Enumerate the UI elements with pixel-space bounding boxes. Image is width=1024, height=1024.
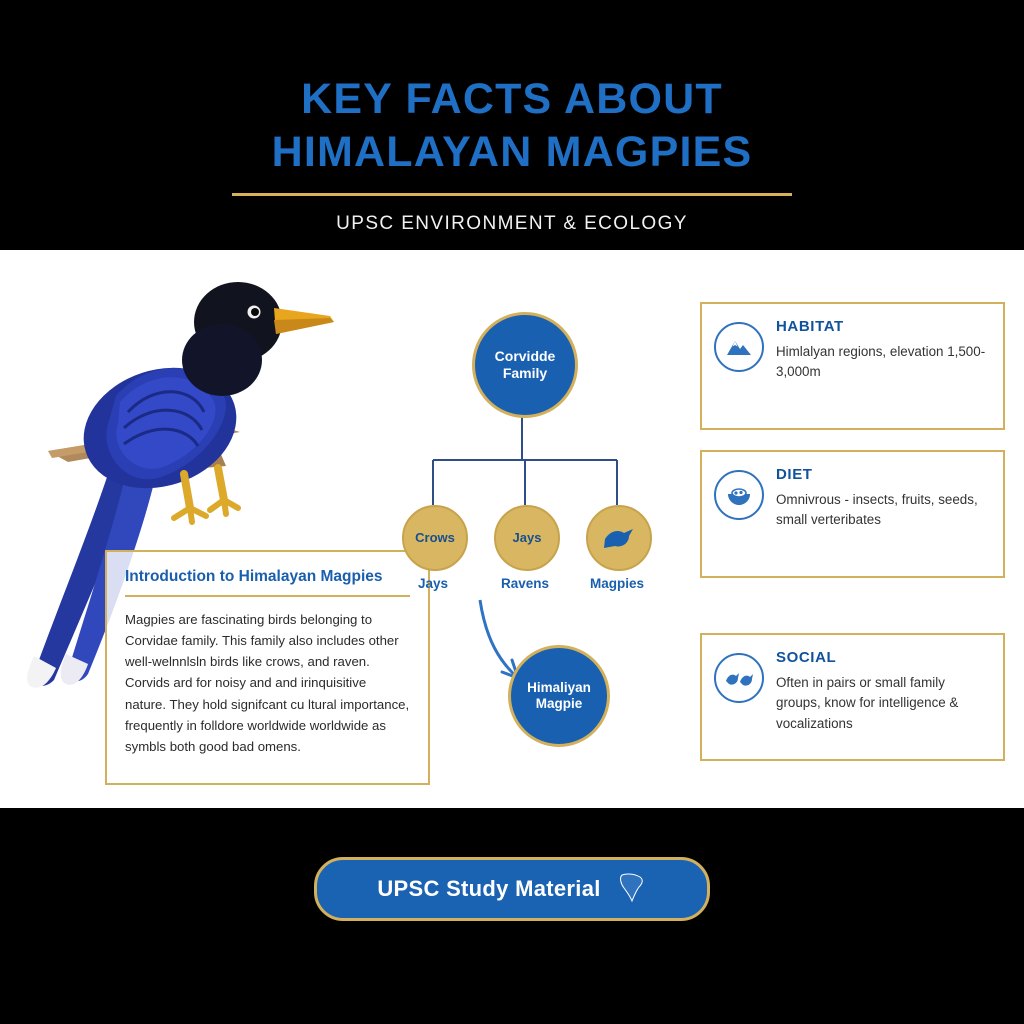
footer [0, 808, 1024, 1024]
taxonomy-tree [390, 300, 675, 720]
two-birds-icon [714, 653, 764, 703]
introduction-divider [125, 595, 410, 597]
fact-card-diet-text [776, 466, 989, 562]
fact-card-habitat-title: HABITAT [776, 318, 844, 335]
tree-label-magpies: Magpies [589, 576, 644, 591]
introduction-body: Magpies are fascinating birds belonging to Corvidae family. This family also includes other well-welnnlsln birds like crows, and raven. Corvids ard for noisy and and irinquisitive nature. They hold signifcant cu ltural importance, frequently in folldore worldwide worldwide as symbls both good bad omens. [125, 612, 410, 754]
fact-card-diet-body: Omnivrous - insects, fruits, seeds, small verteribates [776, 492, 978, 528]
tree-label-jays: Jays [417, 576, 449, 591]
header [0, 0, 1024, 250]
fact-card-social [700, 633, 1005, 761]
tree-node-himalayan-magpie[interactable]: Himaliyan Magpie [508, 645, 610, 747]
tree-node-crows[interactable]: Crows [402, 505, 468, 571]
tree-node-corvidae-family[interactable]: Corvidde Family [472, 312, 578, 418]
fact-card-habitat-body: Himlalyan regions, elevation 1,500-3,000m [776, 344, 986, 380]
tree-label-ravens: Ravens [500, 576, 550, 591]
tree-node-jays[interactable]: Jays [494, 505, 560, 571]
fact-card-habitat [700, 302, 1005, 430]
page-title-line-2: HIMALAYAN MAGPIES [271, 127, 753, 176]
mountain-icon [714, 322, 764, 372]
food-bowl-icon [714, 470, 764, 520]
badge-label: UPSC Study Material [377, 876, 601, 901]
upsc-study-material-badge[interactable] [314, 857, 710, 921]
tree-node-magpies[interactable] [586, 505, 652, 571]
fact-card-diet-title: DIET [776, 466, 813, 483]
fact-card-habitat-text [776, 318, 989, 414]
fact-card-social-title: SOCIAL [776, 649, 837, 666]
fact-card-diet [700, 450, 1005, 578]
bird-icon [602, 525, 636, 551]
page-title-line-1: KEY FACTS ABOUT [301, 75, 723, 123]
india-map-icon [617, 870, 647, 909]
page-subtitle: UPSC ENVIRONMENT & ECOLOGY [336, 213, 688, 235]
fact-card-social-text [776, 649, 989, 745]
introduction-title: Introduction to Himalayan Magpies [125, 568, 383, 585]
introduction-card [105, 550, 430, 785]
title-divider [232, 193, 792, 196]
fact-card-social-body: Often in pairs or small family groups, know for intelligence & vocalizations [776, 675, 959, 731]
content-panel [0, 250, 1024, 808]
